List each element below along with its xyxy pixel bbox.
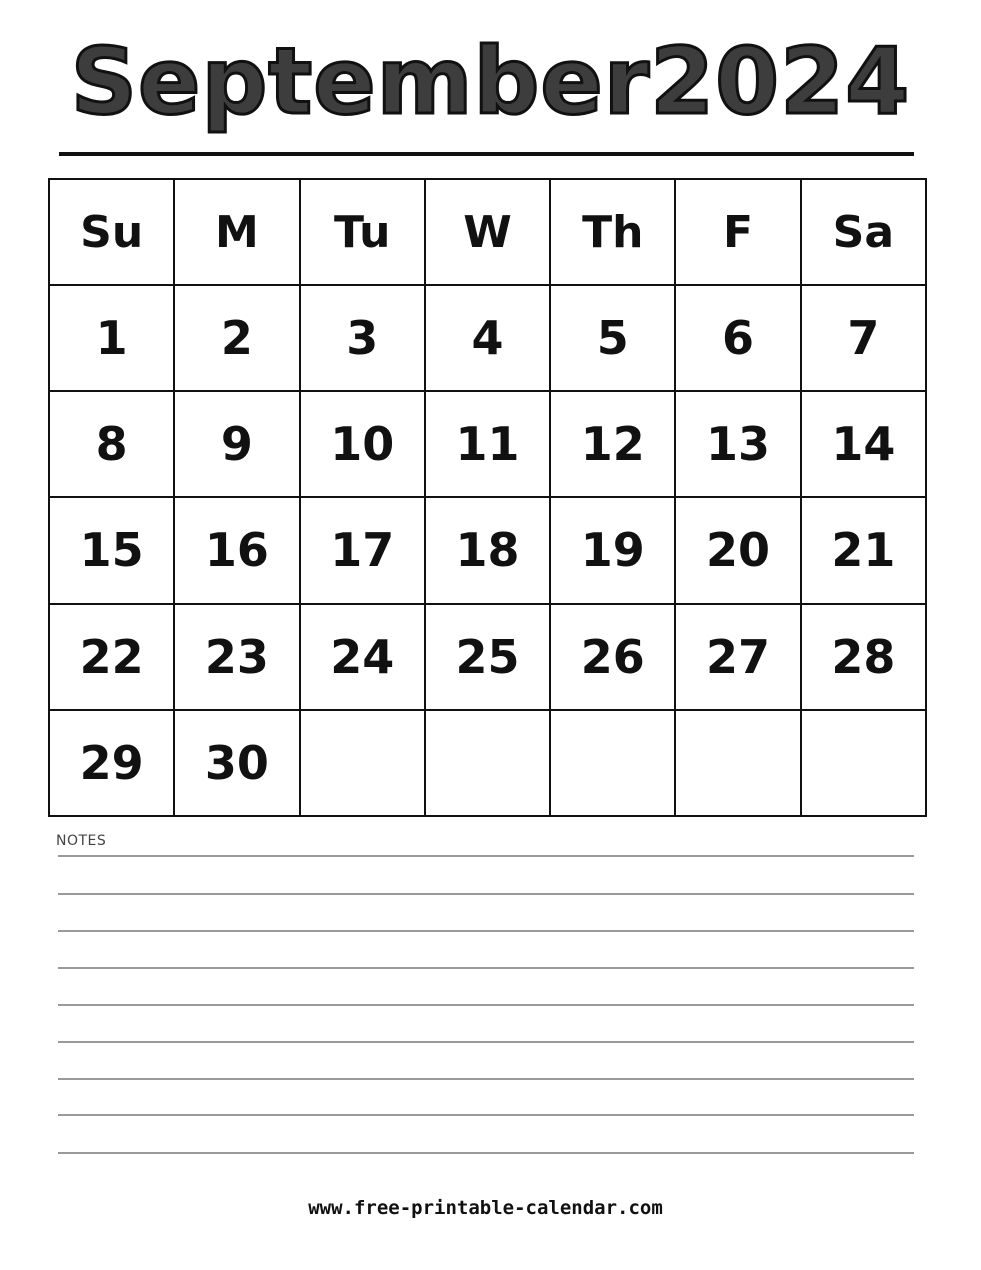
week-row-2 [49,391,926,497]
day-cell: 2 [174,285,299,391]
notes-line [58,1114,914,1116]
weekday-saturday: Sa [801,179,926,285]
week-row-4 [49,604,926,710]
title-underline [59,152,914,156]
day-cell: 8 [49,391,174,497]
calendar-grid [48,178,927,817]
day-cell [675,710,800,816]
notes-label: NOTES [56,833,107,849]
day-cell: 29 [49,710,174,816]
week-row-3 [49,497,926,603]
day-cell: 6 [675,285,800,391]
notes-line [58,1004,914,1006]
notes-line [58,930,914,932]
day-cell: 12 [550,391,675,497]
day-cell: 16 [174,497,299,603]
weekday-friday: F [675,179,800,285]
day-cell: 5 [550,285,675,391]
day-cell: 20 [675,497,800,603]
day-cell: 15 [49,497,174,603]
footer-website-url: www.free-printable-calendar.com [308,1197,663,1219]
day-cell: 18 [425,497,550,603]
day-cell: 27 [675,604,800,710]
day-cell: 7 [801,285,926,391]
day-cell: 13 [675,391,800,497]
notes-line [58,855,914,857]
day-cell: 21 [801,497,926,603]
day-cell: 19 [550,497,675,603]
day-cell: 26 [550,604,675,710]
notes-line [58,1041,914,1043]
day-cell: 30 [174,710,299,816]
day-cell: 22 [49,604,174,710]
day-cell: 10 [300,391,425,497]
day-cell: 1 [49,285,174,391]
day-cell: 28 [801,604,926,710]
weekday-thursday: Th [550,179,675,285]
day-cell: 14 [801,391,926,497]
day-cell: 4 [425,285,550,391]
day-cell: 25 [425,604,550,710]
notes-line [58,1152,914,1154]
day-cell: 11 [425,391,550,497]
day-cell: 9 [174,391,299,497]
weekday-header-row [49,179,926,285]
day-cell: 17 [300,497,425,603]
day-cell: 3 [300,285,425,391]
day-cell [550,710,675,816]
day-cell [801,710,926,816]
week-row-5 [49,710,926,816]
calendar-title: September2024 [70,28,911,135]
day-cell: 24 [300,604,425,710]
weekday-sunday: Su [49,179,174,285]
notes-line [58,893,914,895]
day-cell [300,710,425,816]
notes-line [58,1078,914,1080]
notes-line [58,967,914,969]
weekday-wednesday: W [425,179,550,285]
weekday-monday: M [174,179,299,285]
day-cell: 23 [174,604,299,710]
week-row-1 [49,285,926,391]
weekday-tuesday: Tu [300,179,425,285]
day-cell [425,710,550,816]
